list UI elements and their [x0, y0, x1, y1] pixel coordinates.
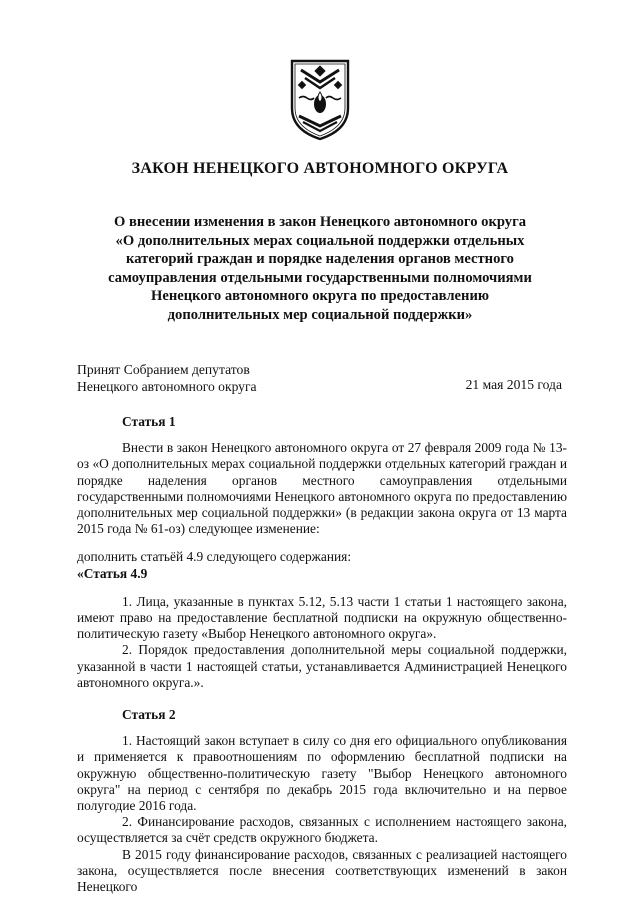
adopted-by-line: Ненецкого автономного округа: [77, 379, 257, 394]
law-title: ЗАКОН НЕНЕЦКОГО АВТОНОМНОГО ОКРУГА: [131, 160, 509, 177]
article-item: В 2015 году финансирование расходов, связанных с реализацией настоящего закона, осуществляется после внесения соответствующих изменений в закон Ненецкого: [77, 846, 567, 895]
article-heading: Статья 1: [122, 414, 176, 429]
article-paragraph: дополнить статьёй 4.9 следующего содержания:: [77, 549, 352, 565]
subtitle-line: «О дополнительных мерах социальной поддержки отдельных: [115, 232, 525, 249]
article-heading: Статья 2: [122, 707, 176, 723]
article-item: 2. Финансирование расходов, связанных с исполнением настоящего закона, осуществляется за счёт средств окружного бюджета.: [77, 814, 567, 846]
adopted-by-line: Принят Собранием депутатов: [77, 362, 250, 377]
article-paragraph: Внести в закон Ненецкого автономного округа от 27 февраля 2009 года № 13-оз «О дополнительных мерах социальной поддержки отдельных категорий граждан и порядке наделения органов местного самоуправления отдельными государственными полномочиями Ненецкого автономного округа по предоставлению дополнительных мер социальной поддержки» (в редакции закона округа от 13 марта 2015 года № 61-оз) следующее изменение:: [77, 440, 567, 537]
article-item: 1. Настоящий закон вступает в силу со дня его официального опубликования и применяется к правоотношениям по оформлению бесплатной подписки на окружную общественно-политическую газету "Выбор Ненецкого автономного округа" на период с сентября по декабрь 2015 года включительно и на первое полугодие 2016 года.: [77, 733, 567, 814]
adoption-date: 21 мая 2015 года: [465, 377, 562, 392]
law-subtitle: [60, 213, 580, 325]
subtitle-line: самоуправления отдельными государственными полномочиями: [108, 269, 532, 286]
article-item: 1. Лица, указанные в пунктах 5.12, 5.13 части 1 статьи 1 настоящего закона, имеют право на предоставление бесплатной подписки на окружную общественно-политическую газету «Выбор Ненецкого автономного округа».: [77, 593, 567, 642]
subtitle-line: О внесении изменения в закон Ненецкого автономного округа: [113, 214, 526, 230]
new-article-heading: «Статья 4.9: [77, 565, 148, 581]
subtitle-line: дополнительных мер социальной поддержки»: [167, 306, 473, 323]
article-item: 2. Порядок предоставления дополнительной меры социальной поддержки, указанной в части 1 настоящей статьи, устанавливается Администрацией Ненецкого автономного округа.».: [77, 642, 567, 690]
coat-of-arms-icon: [289, 58, 351, 142]
law-body: [77, 400, 567, 895]
adoption-block: [77, 361, 257, 395]
subtitle-line: Ненецкого автономного округа по предоставлению: [151, 288, 489, 305]
subtitle-line: категорий граждан и порядке наделения органов местного: [126, 251, 514, 268]
